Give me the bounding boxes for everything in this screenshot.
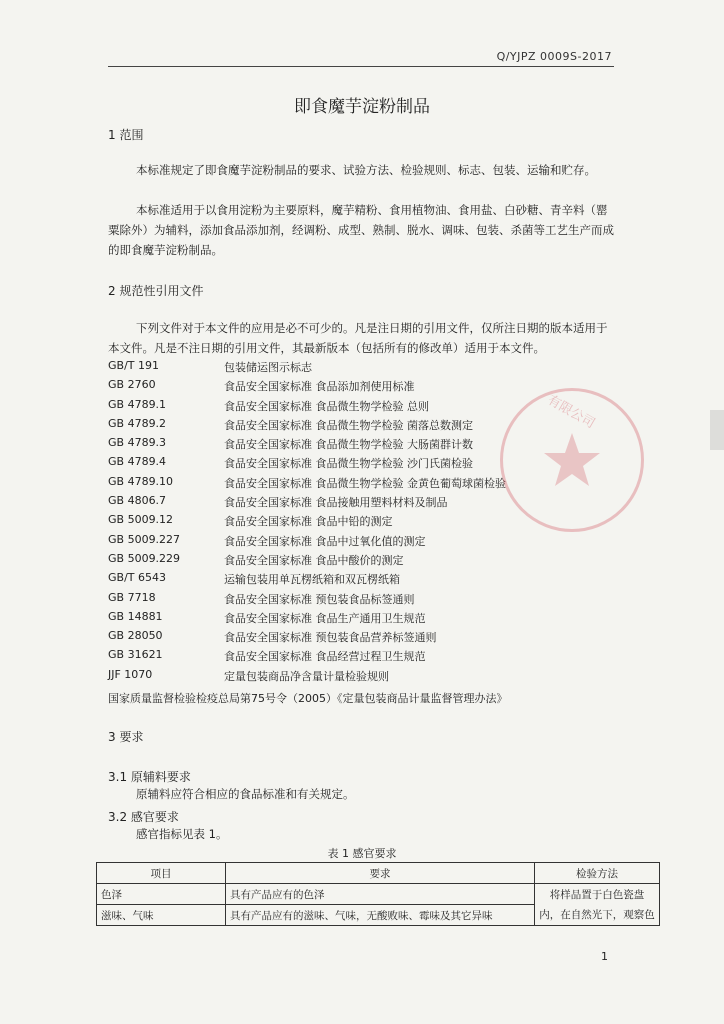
reference-code: GB 4806.7 — [108, 494, 167, 508]
table-row — [97, 884, 660, 905]
reference-row — [108, 571, 628, 590]
table-header-method: 检验方法 — [535, 863, 660, 884]
reference-name: 食品安全国家标准 食品经营过程卫生规范 — [224, 650, 426, 664]
reference-name: 食品安全国家标准 食品中酸价的测定 — [224, 553, 404, 567]
reference-row — [108, 668, 628, 687]
table-header-item: 项目 — [97, 863, 226, 884]
reference-code: GB 5009.227 — [108, 532, 181, 546]
reference-name: 食品安全国家标准 食品微生物学检验 菌落总数测定 — [224, 418, 473, 432]
scope-paragraph-2-text: 本标准适用于以食用淀粉为主要原料，魔芋精粉、食用植物油、食用盐、白砂糖、青辛料（罂粟除外）为辅料，添加食品添加剂，经调粉、成型、熟制、脱水、调味、包装、杀菌等工艺生产而成的即食魔芋淀粉制品。 — [108, 203, 614, 257]
method-line-2: 内，在自然光下，观察色 — [539, 908, 655, 921]
reference-row — [108, 648, 628, 667]
table-cell-requirement: 具有产品应有的滋味、气味，无酸败味、霉味及其它异味 — [226, 905, 535, 926]
reference-name: 食品安全国家标准 食品中过氧化值的测定 — [224, 534, 426, 548]
raw-materials-text: 原辅料应符合相应的食品标准和有关规定。 — [136, 787, 355, 801]
scope-paragraph-1-text: 本标准规定了即食魔芋淀粉制品的要求、试验方法、检验规则、标志、包装、运输和贮存。 — [136, 163, 596, 177]
reference-code: GB/T 191 — [108, 359, 159, 372]
reference-name: 食品安全国家标准 食品微生物学检验 金黄色葡萄球菌检验 — [224, 476, 506, 490]
reference-code: GB 7718 — [108, 590, 156, 604]
reference-row — [108, 533, 628, 552]
page-number: 1 — [601, 950, 608, 963]
reference-code: GB 4789.2 — [108, 416, 167, 430]
refs-intro-text: 下列文件对于本文件的应用是必不可少的。凡是注日期的引用文件，仅所注日期的版本适用于本文件。凡是不注日期的引用文件，其最新版本（包括所有的修改单）适用于本文件。 — [108, 321, 608, 355]
reference-code: GB 28050 — [108, 629, 163, 643]
reference-name: 定量包装商品净含量计量检验规则 — [224, 669, 389, 683]
reference-code: GB 4789.4 — [108, 455, 167, 469]
reference-code: GB/T 6543 — [108, 571, 166, 585]
table-cell-item: 滋味、气味 — [97, 905, 226, 926]
reference-name: 食品安全国家标准 食品微生物学检验 总则 — [224, 399, 429, 413]
reference-name: 食品安全国家标准 食品微生物学检验 沙门氏菌检验 — [224, 457, 473, 471]
table-header-requirement: 要求 — [226, 863, 535, 884]
reference-name: 运输包装用单瓦楞纸箱和双瓦楞纸箱 — [224, 573, 400, 587]
method-line-1: 将样品置于白色瓷盘 — [549, 888, 645, 901]
reference-name: 食品安全国家标准 食品添加剂使用标准 — [224, 380, 415, 394]
document-title: 即食魔芋淀粉制品 — [294, 97, 430, 117]
sensory-heading: 3.2 感官要求 — [108, 810, 179, 824]
table-header-row — [97, 863, 660, 884]
sensory-text: 感官指标见表 1。 — [136, 827, 228, 841]
reference-name: 包装储运图示标志 — [224, 361, 312, 374]
raw-materials-heading: 3.1 原辅料要求 — [108, 770, 191, 784]
decree-reference: 国家质量监督检验检疫总局第75号令（2005）《定量包装商品计量监督管理办法》 — [108, 692, 508, 705]
section-requirements-heading: 3 要求 — [108, 730, 144, 744]
reference-code: GB 31621 — [108, 648, 163, 662]
reference-row — [108, 591, 628, 610]
reference-code: GB 2760 — [108, 378, 156, 392]
reference-code: JJF 1070 — [108, 667, 153, 681]
scan-edge-mark — [710, 410, 724, 450]
section-refs-heading: 2 规范性引用文件 — [108, 284, 204, 298]
seal-text: 有限公司 — [544, 392, 598, 432]
standard-code: Q/YJPZ 0009S-2017 — [496, 50, 612, 63]
table-cell-item: 色泽 — [97, 884, 226, 905]
reference-name: 食品安全国家标准 预包装食品标签通则 — [224, 592, 415, 606]
reference-name: 食品安全国家标准 预包装食品营养标签通则 — [224, 631, 437, 645]
reference-name: 食品安全国家标准 食品中铅的测定 — [224, 515, 393, 529]
reference-name: 食品安全国家标准 食品微生物学检验 大肠菌群计数 — [224, 438, 473, 452]
reference-code: GB 4789.10 — [108, 474, 174, 488]
reference-code: GB 14881 — [108, 609, 163, 623]
company-seal-stamp — [500, 388, 644, 532]
reference-code: GB 4789.3 — [108, 436, 167, 450]
reference-code: GB 4789.1 — [108, 397, 167, 411]
reference-name: 食品安全国家标准 食品生产通用卫生规范 — [224, 611, 426, 625]
table-cell-requirement: 具有产品应有的色泽 — [226, 884, 535, 905]
reference-row — [108, 552, 628, 571]
section-scope-heading: 1 范围 — [108, 128, 144, 142]
table-cell-method — [535, 884, 660, 926]
reference-code: GB 5009.12 — [108, 513, 174, 527]
reference-row — [108, 610, 628, 629]
reference-row — [108, 629, 628, 648]
reference-code: GB 5009.229 — [108, 551, 181, 565]
sensory-table — [96, 862, 660, 926]
table-caption: 表 1 感官要求 — [327, 847, 397, 860]
refs-intro — [108, 318, 618, 358]
header-rule — [108, 66, 614, 67]
scope-paragraph-1 — [108, 160, 618, 180]
scope-paragraph-2 — [108, 200, 618, 260]
reference-row — [108, 359, 628, 378]
reference-name: 食品安全国家标准 食品接触用塑料材料及制品 — [224, 496, 448, 510]
